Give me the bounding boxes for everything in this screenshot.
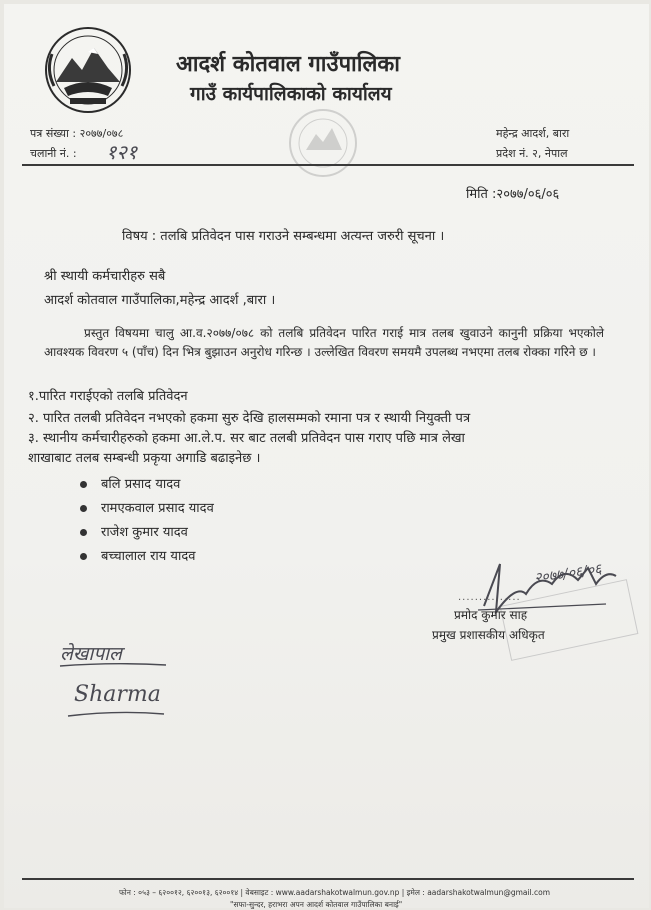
footer-divider [22, 878, 634, 880]
point-1: १.पारित गराईएको तलबि प्रतिवेदन [28, 389, 188, 404]
office-subtitle: गाउँ कार्यपालिकाको कार्यालय [190, 83, 392, 105]
list-item: राजेश कुमार यादव [80, 522, 188, 540]
signature-date: २०७७/०६/०६ [533, 561, 603, 587]
footer-contact: फोन : ०५३ – ६२००१२, ६२००१३, ६२००१४ | वेबसाइट : www.aadarshakotwalmun.gov.np | इमेल : aadarshakotwalmun@gmail.com [119, 888, 551, 897]
office-title: आदर्श कोतवाल गाउँपालिका [176, 51, 400, 77]
office-address-line2: प्रदेश नं. २, नेपाल [496, 147, 568, 160]
office-address-line1: महेन्द्र आदर्श, बारा [496, 127, 570, 140]
initials-underline [66, 708, 166, 720]
point-3-continued: शाखाबाट तलब सम्बन्धी प्रकृया अगाडि बढाइनेछ । [28, 451, 261, 466]
letter-subject: विषय : तलबि प्रतिवेदन पास गराउने सम्बन्धमा अत्यन्त जरुरी सूचना । [122, 229, 445, 244]
letter-date: मिति :२०७७/०६/०६ [466, 187, 560, 202]
letter-body-paragraph: प्रस्तुत विषयमा चालु आ.व.२०७७/०७८ को तलबि प्रतिवेदन पारित गराई मात्र तलब खुवाउने कानुनी प्रक्रिया भएकोले आवश्यक विवरण ५ (पाँच) दिन भित्र बुझाउन अनुरोध गरिन्छ । उल्लेखित विवरण समयमै उपलब्ध नभएमा तलब रोक्का गरिने छ । [44, 326, 604, 359]
letter-page [4, 4, 649, 908]
officer-title: प्रमुख प्रशासकीय अधिकृत [432, 628, 545, 642]
bullet-icon [80, 481, 87, 488]
dispatch-number-handwritten: १२१ [106, 140, 138, 164]
bullet-icon [80, 529, 87, 536]
list-item: बच्चालाल राय यादव [80, 546, 195, 564]
recipient-line1: श्री स्थायी कर्मचारीहरु सबै [44, 269, 166, 284]
list-item: रामएकवाल प्रसाद यादव [80, 498, 214, 516]
bullet-icon [80, 553, 87, 560]
recipient-line2: आदर्श कोतवाल गाउँपालिका,महेन्द्र आदर्श ,बारा । [44, 293, 276, 308]
header-divider [22, 164, 634, 166]
office-seal-stamp [286, 106, 360, 180]
bullet-icon [80, 505, 87, 512]
dispatch-number-label: चलानी नं. : [30, 147, 77, 160]
handwritten-note-accountant: लेखापाल [60, 643, 122, 665]
officer-name: प्रमोद कुमार साह [454, 608, 528, 622]
footer-slogan: "सफा-सुन्दर, हराभरा अपन आदर्श कोतवाल गाउँपालिका बनाई" [230, 900, 403, 909]
signature-dotted-line: ............... [458, 592, 521, 603]
point-3: ३. स्थानीय कर्मचारीहरुको हकमा आ.ले.प. सर बाट तलबी प्रतिवेदन पास गराए पछि मात्र लेखा [28, 431, 465, 446]
letter-reference-number: पत्र संख्या : २०७७/०७८ [30, 127, 124, 140]
nepal-emblem-logo [42, 24, 134, 116]
point-2: २. पारित तलबी प्रतिवेदन नभएको हकमा सुरु देखि हालसम्मको रमाना पत्र र स्थायी नियुक्ती पत्र [28, 411, 471, 426]
note-underline [58, 660, 168, 670]
handwritten-initials: Sharma [74, 682, 161, 707]
list-item: बलि प्रसाद यादव [80, 474, 180, 492]
